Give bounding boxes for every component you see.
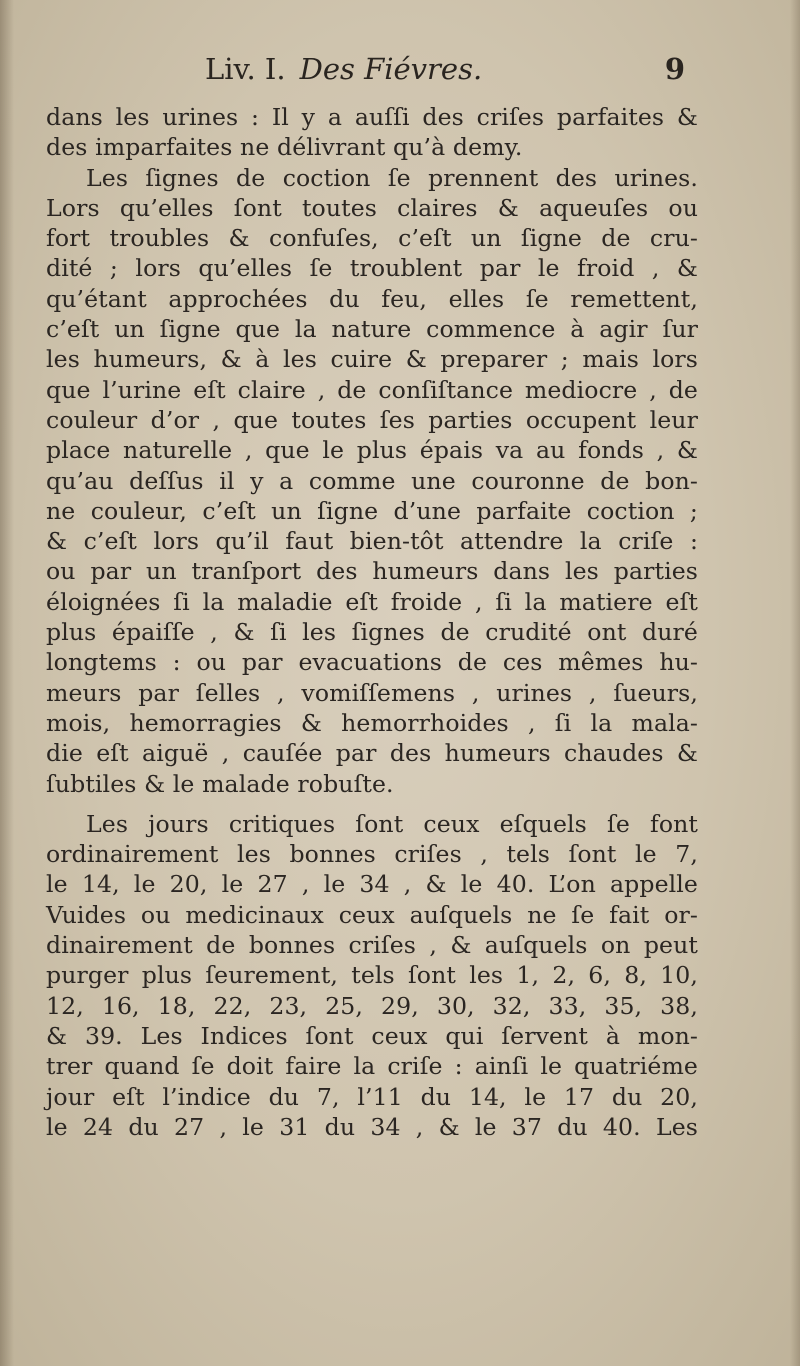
text-line: Lors qu’elles ſont toutes claires & aqueuſes ou <box>46 193 698 222</box>
running-title <box>205 52 482 86</box>
text-line: qu’étant approchées du feu, elles ſe remettent, <box>46 284 698 313</box>
text-line: fort troubles & confuſes, c’eſt un ſigne de cru- <box>46 224 698 253</box>
text-line: meurs par ſelles , vomiſſemens , urines , ſueurs, <box>46 678 698 707</box>
text-line: les humeurs, & à les cuire & preparer ; mais lors <box>46 345 698 374</box>
text-line: mois, hemorragies & hemorrhoides , ſi la mala- <box>46 708 698 737</box>
page-edge-shadow-left <box>0 0 14 1366</box>
text-line: ne couleur, c’eſt un ſigne d’une parfaite coction ; <box>46 496 698 525</box>
text-line: que l’urine eſt claire , de conſiſtance mediocre , de <box>46 375 698 404</box>
text-line: plus épaiſſe , & ſi les ſignes de crudité ont duré <box>46 618 698 647</box>
page-number: 9 <box>664 52 685 86</box>
text-line: trer quand ſe doit faire la criſe : ainſi le quatriéme <box>46 1052 698 1081</box>
text-line: die eſt aiguë , cauſée par des humeurs chaudes & <box>46 739 698 768</box>
text-line: place naturelle , que le plus épais va au fonds , & <box>46 436 698 465</box>
text-line: ou par un tranſport des humeurs dans les parties <box>46 557 698 586</box>
text-line: ordinairement les bonnes criſes , tels ſont le 7, <box>46 840 698 869</box>
chapter-title: Des Fiévres. <box>299 52 483 86</box>
text-line: qu’au deſſus il y a comme une couronne de bon- <box>46 466 698 495</box>
text-line: dans les urines : Il y a auſſi des criſes parfaites & <box>46 103 698 131</box>
page-header <box>205 52 695 96</box>
text-line: jour eſt l’indice du 7, l’11 du 14, le 17 du 20, <box>46 1082 698 1111</box>
text-line: Les ſignes de coction ſe prennent des urines. <box>86 163 698 192</box>
book-number: Liv. I. <box>205 52 286 86</box>
text-line: le 14, le 20, le 27 , le 34 , & le 40. L’on appelle <box>46 870 698 899</box>
text-line: Vuides ou medicinaux ceux auſquels ne ſe fait or- <box>46 900 698 929</box>
page-edge-shadow-right <box>790 0 800 1366</box>
body-text <box>46 102 698 1142</box>
text-line: le 24 du 27 , le 31 du 34 , & le 37 du 40. Les <box>46 1112 698 1141</box>
text-line: des imparfaites ne délivrant qu’à demy. <box>46 133 523 162</box>
text-line: éloignées ſi la maladie eſt froide , ſi la matiere eſt <box>46 587 698 616</box>
text-line: dinairement de bonnes criſes , & auſquels on peut <box>46 931 698 960</box>
text-line: Les jours critiques ſont ceux eſquels ſe font <box>86 809 698 838</box>
text-line: longtems : ou par evacuations de ces mêmes hu- <box>46 648 698 677</box>
text-line: 12, 16, 18, 22, 23, 25, 29, 30, 32, 33, 35, 38, <box>46 991 698 1020</box>
text-line: c’eſt un ſigne que la nature commence à agir ſur <box>46 315 698 344</box>
text-line: purger plus ſeurement, tels ſont les 1, 2, 6, 8, 10, <box>46 961 698 990</box>
text-line: couleur d’or , que toutes ſes parties occupent leur <box>46 405 698 434</box>
text-line: & 39. Les Indices ſont ceux qui ſervent à mon- <box>46 1021 698 1050</box>
text-line: dité ; lors qu’elles ſe troublent par le froid , & <box>46 254 698 283</box>
text-line: ſubtiles & le malade robuſte. <box>46 769 394 798</box>
text-line: & c’eſt lors qu’il faut bien-tôt attendre la criſe : <box>46 527 698 556</box>
